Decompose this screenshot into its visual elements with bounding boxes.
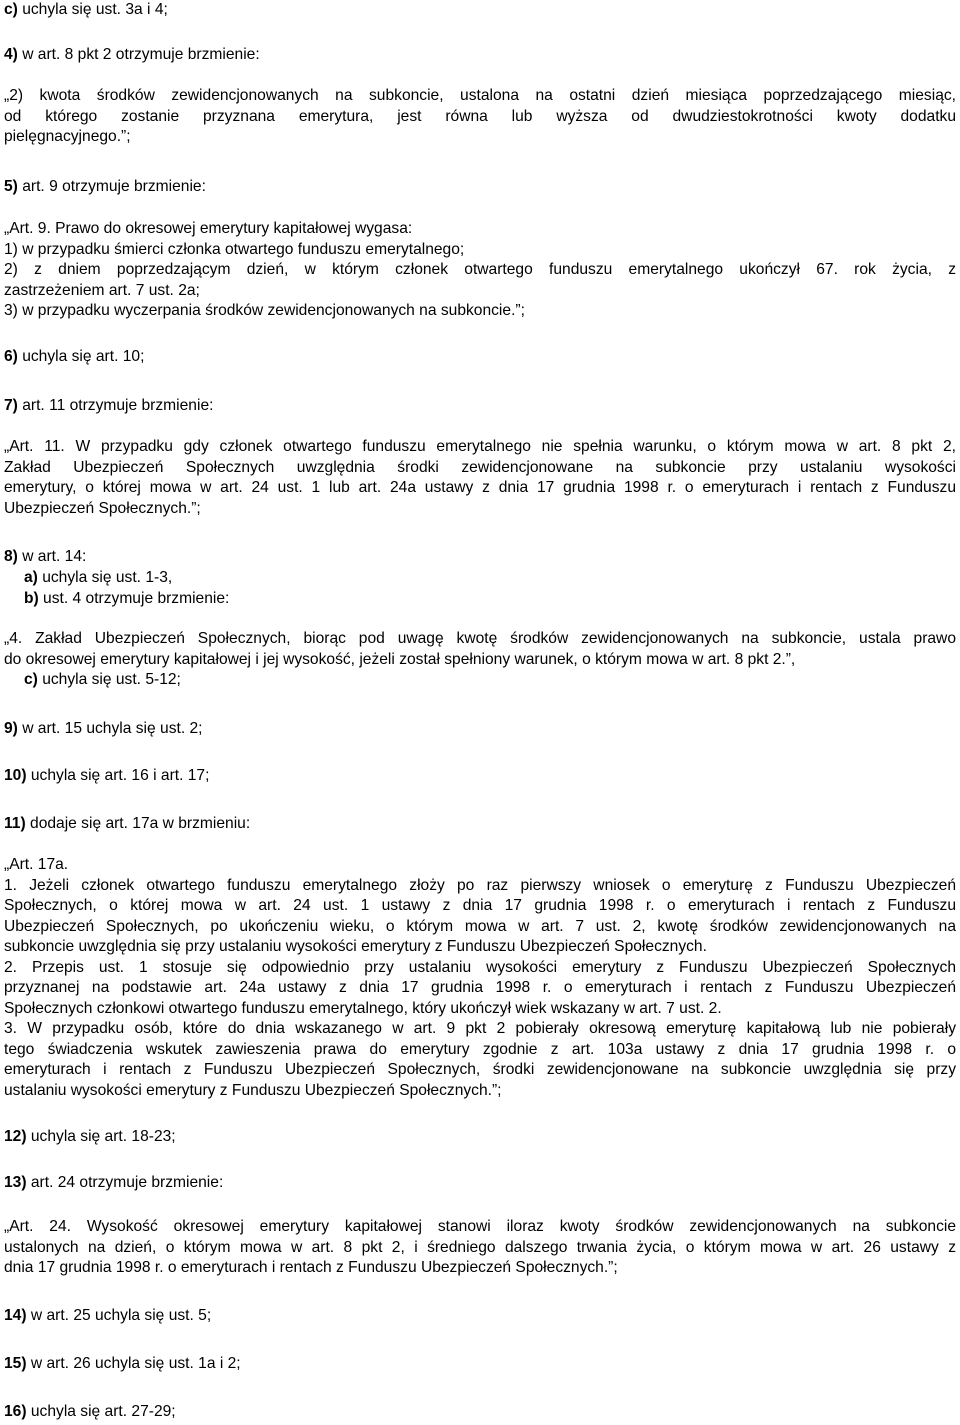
item-number: 14) [4, 1307, 27, 1324]
paragraph-line: „4. Zakład Ubezpieczeń Społecznych, biorąc pod uwagę kwotę środków zewidencjonowanych na subkoncie, ustala prawo [4, 630, 956, 647]
list-item [4, 45, 956, 66]
paragraph-line: „2) kwota środków zewidencjonowanych na subkoncie, ustalona na ostatni dzień miesiąca poprzedzającego miesiąc, [4, 87, 956, 104]
item-number: 11) [4, 815, 26, 832]
list-item [4, 547, 956, 568]
paragraph-line: do okresowej emerytury kapitałowej i jej wysokość, jeżeli został spełniony warunek, o którym mowa w art. 8 pkt 2.”, [4, 650, 796, 668]
quoted-paragraph [4, 86, 956, 148]
item-text: art. 11 otrzymuje brzmienie: [17, 397, 214, 414]
item-number: 5) [4, 178, 18, 195]
item-number: b) [24, 590, 39, 607]
item-text: w art. 26 uchyla się ust. 1a i 2; [26, 1355, 241, 1372]
list-item [24, 589, 956, 610]
paragraph-line: Społecznych członkowi otwartego funduszu emerytalnego, który ukończył wiek wskazany w art. 7 ust. 2. [4, 999, 722, 1017]
paragraph-line: 2. Przepis ust. 1 stosuje się odpowiednio przy ustalaniu wysokości emerytury z Funduszu Ubezpieczeń Społecznych [4, 958, 956, 976]
paragraph-line: „Art. 17a. [4, 856, 69, 873]
paragraph-line: przyznanej na podstawie art. 24a ustawy z dnia 17 grudnia 1998 r. o emeryturach i rentach z Funduszu Ubezpieczeń [4, 979, 956, 996]
paragraph-line: Zakład Ubezpieczeń Społecznych uwzględnia środki zewidencjonowane na subkoncie przy ustalaniu wysokości [4, 458, 956, 476]
paragraph-line: 1. Jeżeli członek otwartego funduszu emerytalnego złoży po raz pierwszy wniosek o emeryturę z Funduszu Ubezpieczeń [4, 876, 956, 894]
paragraph-line: Ubezpieczeń Społecznych.”; [4, 499, 201, 517]
paragraph-line: ustalonych na dzień, o którym mowa w art. 8 pkt 2, i średniego dalszego trwania życia, o którym mowa w art. 26 ustawy z [4, 1238, 956, 1256]
item-number: 4) [4, 46, 18, 63]
paragraph-line: od którego zostanie przyznana emerytura, jest równa lub wyższa od dwudziestokrotności kwoty dodatku [4, 107, 956, 125]
paragraph-line: 3) w przypadku wyczerpania środków zewidencjonowanych na subkoncie.”; [4, 302, 525, 319]
item-text: uchyla się art. 18-23; [26, 1128, 176, 1145]
item-text: uchyla się ust. 3a i 4; [17, 1, 168, 18]
quoted-paragraph [4, 629, 956, 670]
quoted-paragraph [4, 855, 956, 1101]
item-text: uchyla się ust. 1-3, [37, 569, 173, 586]
paragraph-line: „Art. 11. W przypadku gdy członek otwartego funduszu emerytalnego nie spełnia warunku, o którym mowa w art. 8 pkt 2, [4, 438, 956, 455]
paragraph-line: tego świadczenia wskutek zawieszenia prawa do emerytury zgodnie z art. 103a ustawy z dnia 17 grudnia 1998 r. o [4, 1040, 956, 1058]
list-item [4, 1402, 956, 1423]
item-text: uchyla się art. 10; [17, 348, 145, 365]
list-item [4, 396, 956, 417]
quoted-paragraph [4, 1217, 956, 1279]
item-text: w art. 15 uchyla się ust. 2; [17, 720, 203, 737]
paragraph-line: subkoncie uwzględnia się przy ustalaniu wysokości emerytury z Funduszu Ubezpieczeń Społecznych. [4, 938, 707, 955]
item-number: 16) [4, 1403, 27, 1420]
list-item [4, 1127, 956, 1148]
item-number: 13) [4, 1174, 27, 1191]
paragraph-line: Społecznych, o której mowa w art. 24 ust. 1 ustawy z dnia 17 grudnia 1998 r. o emeryturach i rentach z Funduszu [4, 897, 956, 914]
paragraph-line: ustalaniu wysokości emerytury z Funduszu Ubezpieczeń Społecznych.”; [4, 1081, 502, 1099]
quoted-paragraph [4, 219, 956, 322]
item-text: uchyla się ust. 5-12; [37, 671, 181, 688]
list-item [24, 568, 956, 589]
paragraph-line: dnia 17 grudnia 1998 r. o emeryturach i rentach z Funduszu Ubezpieczeń Społecznych.”; [4, 1259, 618, 1276]
list-item [4, 1173, 956, 1194]
paragraph-line: 1) w przypadku śmierci członka otwartego funduszu emerytalnego; [4, 240, 465, 258]
item-text: uchyla się art. 27-29; [26, 1403, 176, 1420]
quoted-paragraph [4, 437, 956, 519]
item-number: a) [24, 569, 38, 586]
item-number: c) [4, 1, 18, 18]
list-item [4, 814, 956, 835]
paragraph-line: 2) z dniem poprzedzającym dzień, w którym członek otwartego funduszu emerytalnego ukończył 67. rok życia, z [4, 261, 956, 278]
list-item [4, 177, 956, 198]
list-item [4, 347, 956, 368]
list-item [4, 1354, 956, 1375]
item-text: art. 24 otrzymuje brzmienie: [26, 1174, 224, 1191]
item-text: w art. 25 uchyla się ust. 5; [26, 1307, 212, 1324]
list-item [24, 670, 956, 691]
list-item [4, 766, 956, 787]
paragraph-line: emerytury, o której mowa w art. 24 ust. 1 lub art. 24a ustawy z dnia 17 grudnia 1998 r. o emeryturach i rentach z Funduszu [4, 479, 956, 496]
paragraph-line: zastrzeżeniem art. 7 ust. 2a; [4, 281, 200, 299]
item-text: w art. 14: [17, 548, 87, 565]
item-text: w art. 8 pkt 2 otrzymuje brzmienie: [17, 46, 260, 63]
item-number: c) [24, 671, 38, 688]
paragraph-line: 3. W przypadku osób, które do dnia wskazanego w art. 9 pkt 2 pobierały okresową emeryturę kapitałową lub nie pobierały [4, 1020, 956, 1037]
list-item [4, 1306, 956, 1327]
paragraph-line: emeryturach i rentach z Funduszu Ubezpieczeń Społecznych, środki zewidencjonowane na subkoncie uwzględnia się przy [4, 1061, 956, 1078]
list-item [4, 0, 956, 21]
paragraph-line: pielęgnacyjnego.”; [4, 128, 131, 145]
item-number: 9) [4, 720, 18, 737]
item-number: 12) [4, 1128, 27, 1145]
item-number: 10) [4, 767, 27, 784]
item-text: uchyla się art. 16 i art. 17; [26, 767, 210, 784]
paragraph-line: Ubezpieczeń Społecznych, po ukończeniu wieku, o którym mowa w art. 7 ust. 2, kwotę środków zewidencjonowanych na [4, 917, 956, 935]
item-text: dodaje się art. 17a w brzmieniu: [25, 815, 251, 832]
item-number: 7) [4, 397, 18, 414]
item-number: 15) [4, 1355, 27, 1372]
item-number: 8) [4, 548, 18, 565]
item-number: 6) [4, 348, 18, 365]
item-text: art. 9 otrzymuje brzmienie: [17, 178, 206, 195]
paragraph-line: „Art. 9. Prawo do okresowej emerytury kapitałowej wygasa: [4, 220, 413, 237]
list-item [4, 719, 956, 740]
paragraph-line: „Art. 24. Wysokość okresowej emerytury kapitałowej stanowi iloraz kwoty środków zewidencjonowanych na subkoncie [4, 1218, 956, 1235]
item-text: ust. 4 otrzymuje brzmienie: [38, 590, 230, 607]
